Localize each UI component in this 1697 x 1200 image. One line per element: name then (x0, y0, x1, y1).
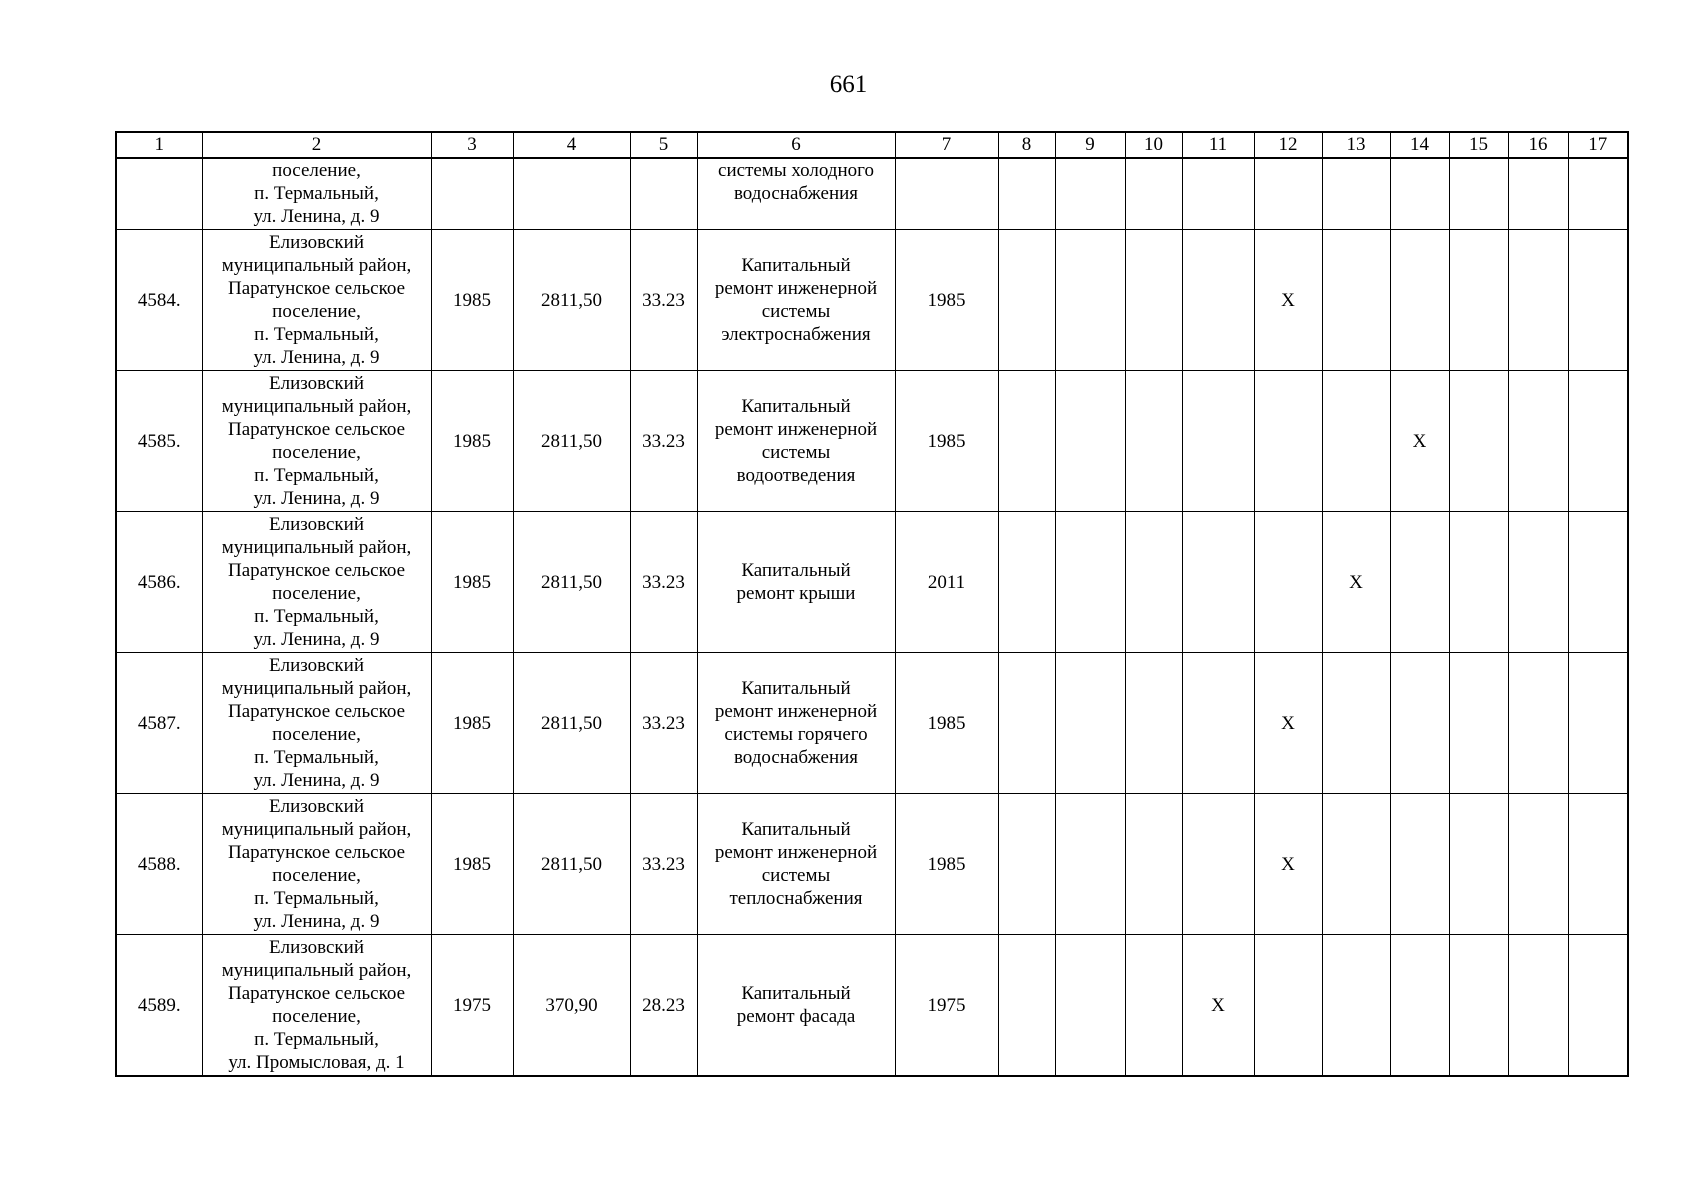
cell-col-13 (1322, 794, 1390, 935)
cell-num: 4589. (116, 935, 202, 1077)
cell-col-8 (998, 512, 1055, 653)
cell-col-17 (1568, 158, 1628, 230)
cell-num: 4585. (116, 371, 202, 512)
cell-area: 2811,50 (513, 653, 630, 794)
cell-col-13 (1322, 653, 1390, 794)
cell-col-8 (998, 794, 1055, 935)
table-row (116, 371, 1628, 512)
cell-num: 4588. (116, 794, 202, 935)
cell-num: 4584. (116, 230, 202, 371)
cell-col-12 (1254, 158, 1322, 230)
column-header-8: 8 (998, 132, 1055, 158)
cell-col-9 (1055, 512, 1125, 653)
cell-col-10 (1125, 653, 1182, 794)
column-header-4: 4 (513, 132, 630, 158)
cell-col-14 (1390, 158, 1449, 230)
cell-address: поселение, п. Термальный, ул. Ленина, д. 9 (202, 158, 431, 230)
mark-x: X (1412, 430, 1427, 452)
cell-year-built: 1985 (431, 371, 513, 512)
cell-num: 4587. (116, 653, 202, 794)
cell-col-17 (1568, 653, 1628, 794)
column-header-7: 7 (895, 132, 998, 158)
cell-area: 2811,50 (513, 371, 630, 512)
cell-wear: 28.23 (630, 935, 697, 1077)
cell-year-built: 1975 (431, 935, 513, 1077)
cell-col-9 (1055, 158, 1125, 230)
cell-year-repair: 1975 (895, 935, 998, 1077)
cell-col-13 (1322, 512, 1390, 653)
cell-wear: 33.23 (630, 512, 697, 653)
cell-year-built: 1985 (431, 794, 513, 935)
cell-col-15 (1449, 935, 1508, 1077)
cell-col-13 (1322, 158, 1390, 230)
table-row (116, 794, 1628, 935)
cell-area: 2811,50 (513, 794, 630, 935)
cell-area: 2811,50 (513, 230, 630, 371)
cell-col-13 (1322, 230, 1390, 371)
cell-col-9 (1055, 653, 1125, 794)
cell-wear: 33.23 (630, 371, 697, 512)
cell-col-14 (1390, 230, 1449, 371)
column-header-3: 3 (431, 132, 513, 158)
cell-num: 4586. (116, 512, 202, 653)
cell-col-9 (1055, 794, 1125, 935)
cell-col-14 (1390, 653, 1449, 794)
column-header-12: 12 (1254, 132, 1322, 158)
mark-x: X (1281, 289, 1295, 311)
cell-year-repair (895, 158, 998, 230)
cell-year-built: 1985 (431, 512, 513, 653)
cell-col-17 (1568, 935, 1628, 1077)
cell-col-9 (1055, 935, 1125, 1077)
cell-year-built: 1985 (431, 653, 513, 794)
cell-work: Капитальный ремонт крыши (697, 512, 895, 653)
column-header-17: 17 (1568, 132, 1628, 158)
cell-col-8 (998, 653, 1055, 794)
column-header-2: 2 (202, 132, 431, 158)
cell-area: 2811,50 (513, 512, 630, 653)
cell-address: Елизовский муниципальный район, Паратунское сельское поселение, п. Термальный, ул. Ленина, д. 9 (202, 371, 431, 512)
cell-col-8 (998, 158, 1055, 230)
cell-col-16 (1508, 230, 1568, 371)
cell-col-11 (1182, 371, 1254, 512)
cell-address: Елизовский муниципальный район, Паратунское сельское поселение, п. Термальный, ул. Ленина, д. 9 (202, 512, 431, 653)
cell-col-12 (1254, 653, 1322, 794)
cell-col-10 (1125, 512, 1182, 653)
page-number: 661 (829, 71, 868, 98)
cell-address: Елизовский муниципальный район, Паратунское сельское поселение, п. Термальный, ул. Ленина, д. 9 (202, 653, 431, 794)
cell-year-built (431, 158, 513, 230)
cell-col-10 (1125, 230, 1182, 371)
cell-col-17 (1568, 794, 1628, 935)
column-header-10: 10 (1125, 132, 1182, 158)
cell-col-8 (998, 935, 1055, 1077)
cell-col-16 (1508, 653, 1568, 794)
cell-col-14 (1390, 371, 1449, 512)
cell-col-10 (1125, 371, 1182, 512)
cell-col-16 (1508, 371, 1568, 512)
mark-x: X (1281, 853, 1295, 875)
cell-col-11 (1182, 794, 1254, 935)
cell-col-14 (1390, 512, 1449, 653)
repair-program-table (115, 131, 1629, 1077)
cell-year-built: 1985 (431, 230, 513, 371)
cell-work: системы холодного водоснабжения (697, 158, 895, 230)
continuation-row (116, 158, 1628, 230)
cell-work: Капитальный ремонт инженерной системы теплоснабжения (697, 794, 895, 935)
cell-col-13 (1322, 371, 1390, 512)
cell-col-16 (1508, 935, 1568, 1077)
cell-year-repair: 2011 (895, 512, 998, 653)
cell-col-15 (1449, 653, 1508, 794)
column-number-row (116, 132, 1628, 158)
cell-col-10 (1125, 935, 1182, 1077)
table-row (116, 230, 1628, 371)
mark-x: X (1211, 994, 1225, 1016)
cell-address: Елизовский муниципальный район, Паратунское сельское поселение, п. Термальный, ул. Ленина, д. 9 (202, 794, 431, 935)
table-row (116, 512, 1628, 653)
cell-col-12 (1254, 794, 1322, 935)
cell-year-repair: 1985 (895, 230, 998, 371)
cell-wear: 33.23 (630, 653, 697, 794)
cell-col-9 (1055, 371, 1125, 512)
cell-col-17 (1568, 371, 1628, 512)
cell-col-12 (1254, 230, 1322, 371)
cell-col-15 (1449, 158, 1508, 230)
column-header-9: 9 (1055, 132, 1125, 158)
cell-address: Елизовский муниципальный район, Паратунское сельское поселение, п. Термальный, ул. Ленина, д. 9 (202, 230, 431, 371)
table-row (116, 653, 1628, 794)
column-header-16: 16 (1508, 132, 1568, 158)
cell-area: 370,90 (513, 935, 630, 1077)
column-header-14: 14 (1390, 132, 1449, 158)
table-row (116, 935, 1628, 1077)
cell-col-14 (1390, 935, 1449, 1077)
cell-col-11 (1182, 935, 1254, 1077)
cell-col-13 (1322, 935, 1390, 1077)
cell-col-16 (1508, 512, 1568, 653)
cell-year-repair: 1985 (895, 371, 998, 512)
cell-col-10 (1125, 158, 1182, 230)
cell-col-16 (1508, 794, 1568, 935)
cell-work: Капитальный ремонт фасада (697, 935, 895, 1077)
cell-col-15 (1449, 230, 1508, 371)
cell-col-17 (1568, 512, 1628, 653)
cell-col-16 (1508, 158, 1568, 230)
column-header-11: 11 (1182, 132, 1254, 158)
cell-wear: 33.23 (630, 230, 697, 371)
cell-col-15 (1449, 512, 1508, 653)
column-header-1: 1 (116, 132, 202, 158)
cell-num (116, 158, 202, 230)
cell-col-15 (1449, 794, 1508, 935)
cell-col-12 (1254, 935, 1322, 1077)
cell-wear (630, 158, 697, 230)
column-header-5: 5 (630, 132, 697, 158)
cell-col-12 (1254, 512, 1322, 653)
cell-work: Капитальный ремонт инженерной системы горячего водоснабжения (697, 653, 895, 794)
cell-col-15 (1449, 371, 1508, 512)
column-header-15: 15 (1449, 132, 1508, 158)
cell-col-17 (1568, 230, 1628, 371)
cell-col-11 (1182, 512, 1254, 653)
cell-area (513, 158, 630, 230)
mark-x: X (1281, 712, 1295, 734)
cell-col-11 (1182, 230, 1254, 371)
cell-work: Капитальный ремонт инженерной системы водоотведения (697, 371, 895, 512)
cell-address: Елизовский муниципальный район, Паратунское сельское поселение, п. Термальный, ул. Промысловая, д. 1 (202, 935, 431, 1077)
cell-col-11 (1182, 158, 1254, 230)
column-header-13: 13 (1322, 132, 1390, 158)
cell-col-14 (1390, 794, 1449, 935)
cell-col-12 (1254, 371, 1322, 512)
cell-col-11 (1182, 653, 1254, 794)
mark-x: X (1349, 571, 1363, 593)
cell-work: Капитальный ремонт инженерной системы электроснабжения (697, 230, 895, 371)
cell-col-8 (998, 371, 1055, 512)
cell-col-8 (998, 230, 1055, 371)
cell-col-9 (1055, 230, 1125, 371)
cell-year-repair: 1985 (895, 794, 998, 935)
cell-col-10 (1125, 794, 1182, 935)
column-header-6: 6 (697, 132, 895, 158)
cell-year-repair: 1985 (895, 653, 998, 794)
cell-wear: 33.23 (630, 794, 697, 935)
